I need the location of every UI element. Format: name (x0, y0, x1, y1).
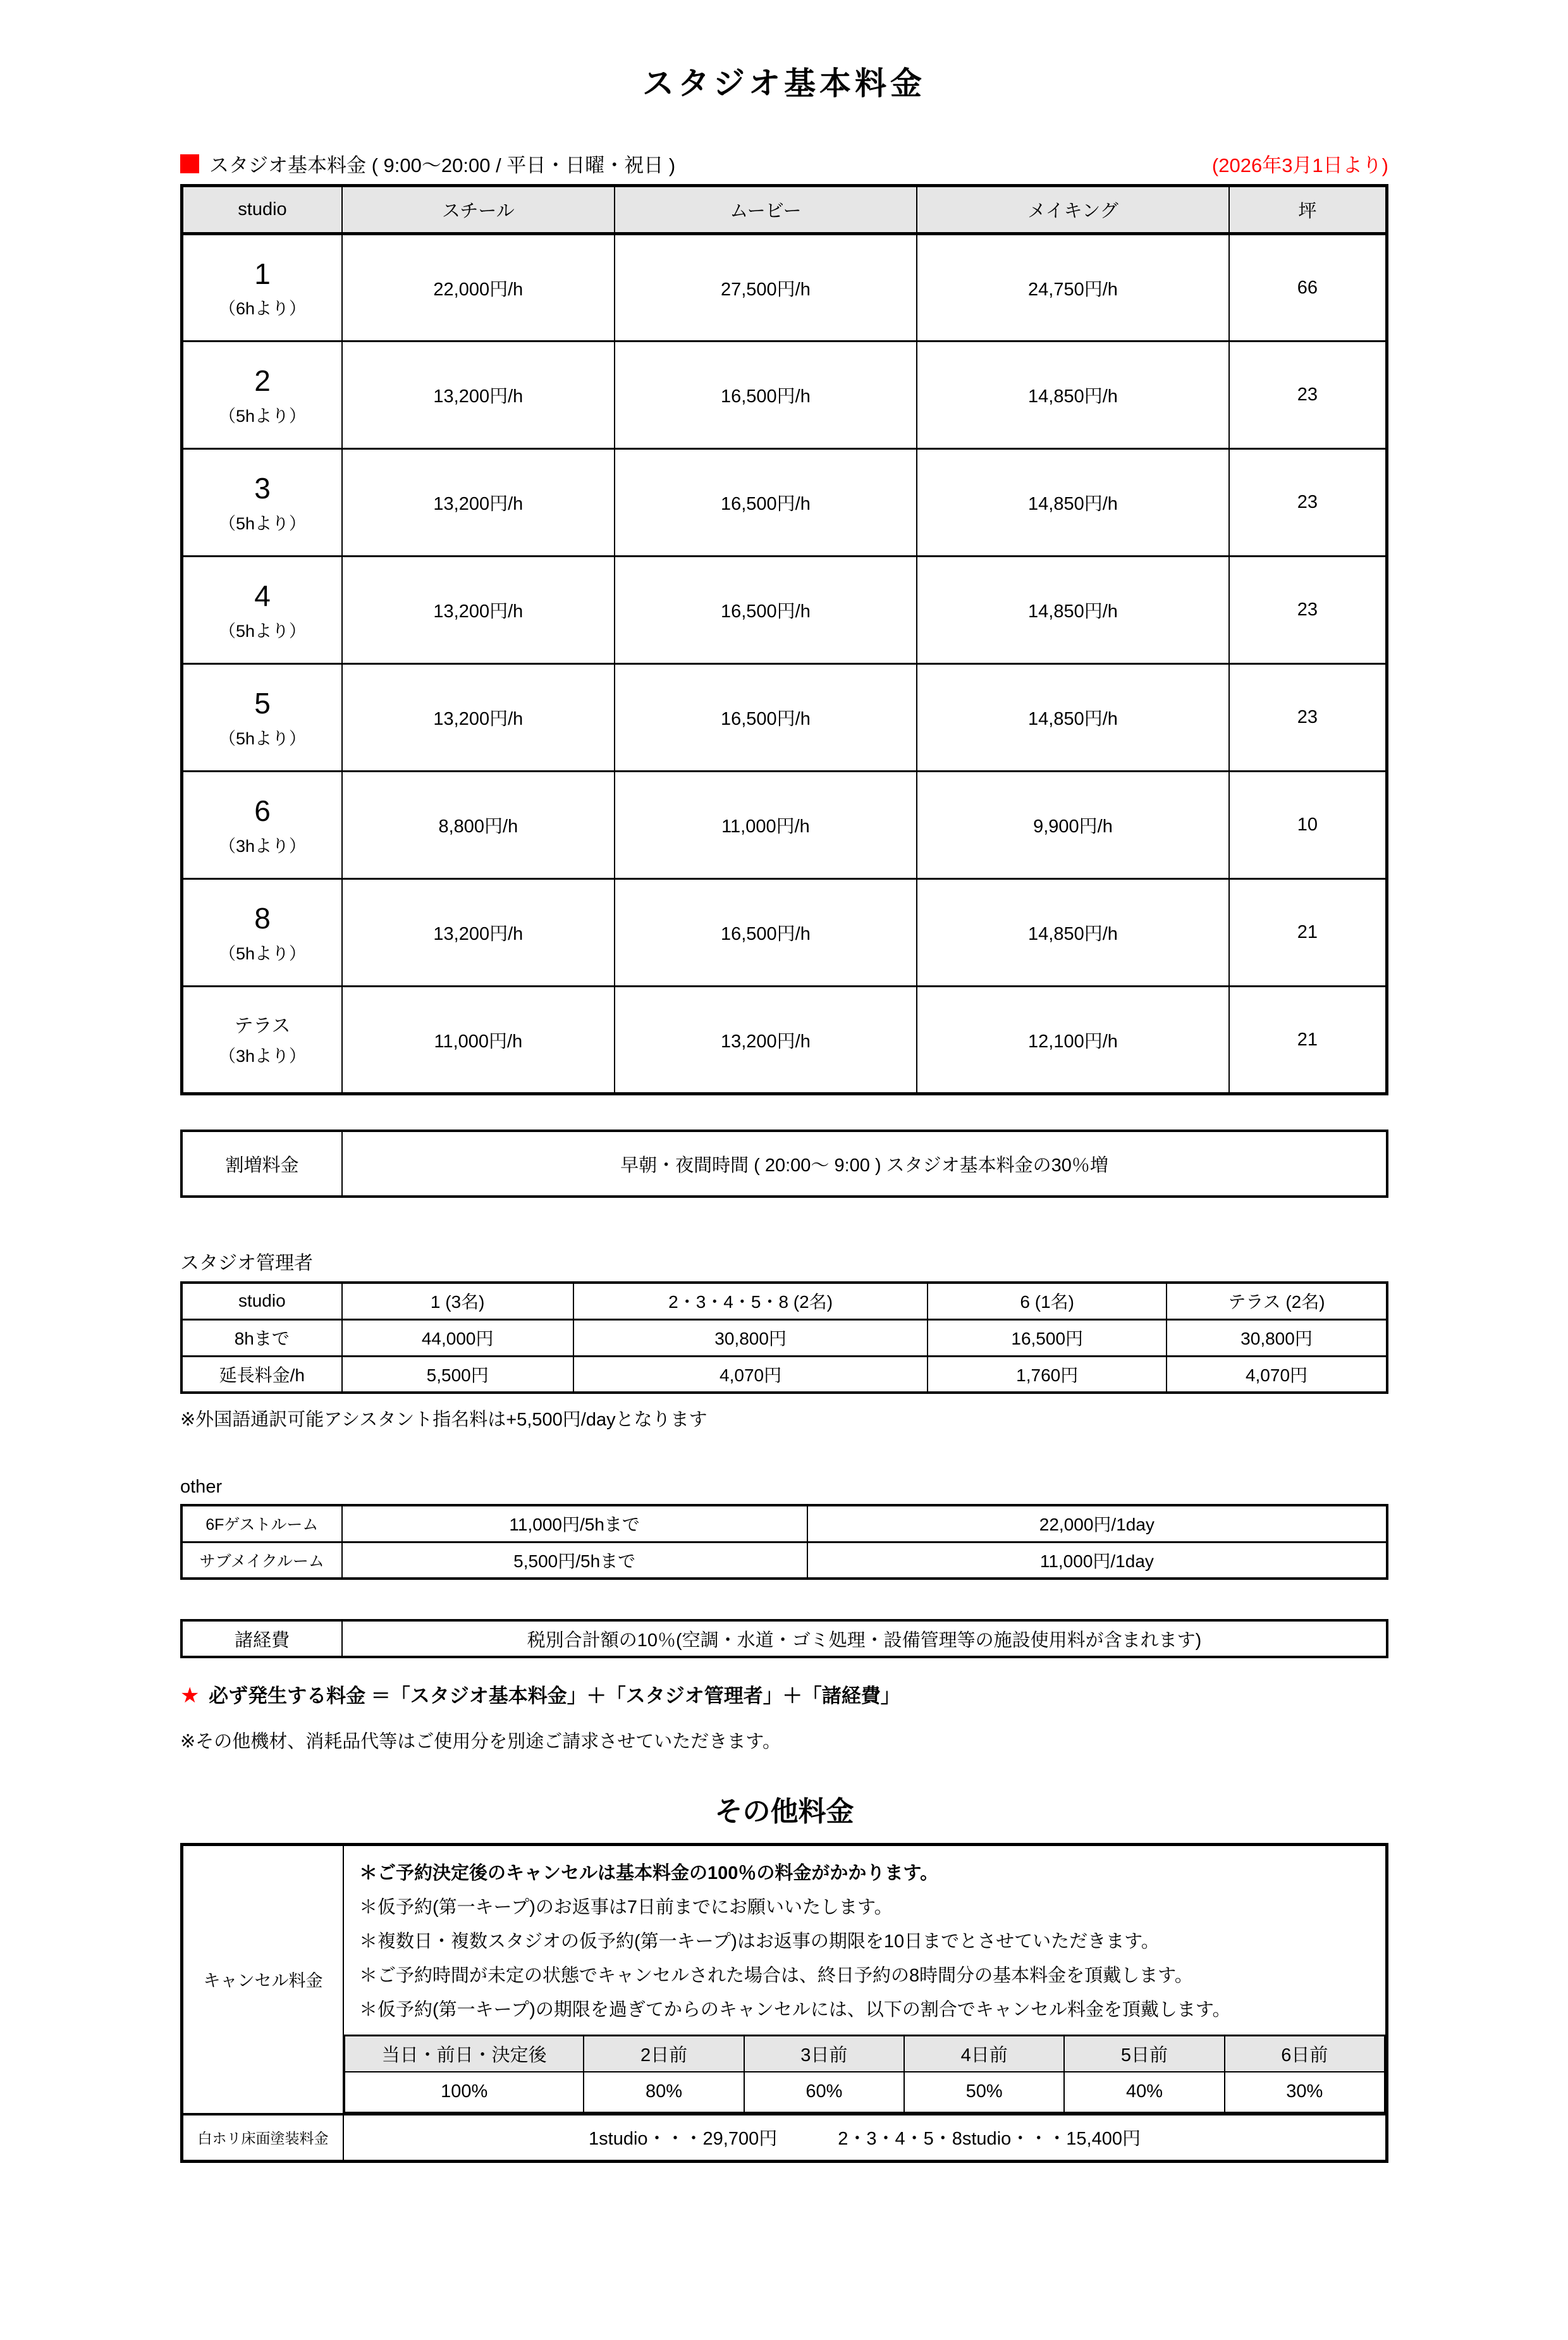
cancel-period: 5日前 (1064, 2036, 1224, 2072)
tsubo-value: 23 (1229, 664, 1387, 772)
basic-rate-heading (180, 149, 675, 178)
price-making: 14,850円/h (917, 879, 1229, 987)
table-row-studio-8 (182, 879, 1387, 987)
other-fees-title: その他料金 (714, 1796, 854, 1827)
table-row-studio-3 (182, 449, 1387, 557)
studio-min-hours: （5hより） (218, 406, 307, 426)
cancel-rate: 50% (904, 2072, 1064, 2112)
basic-rate-heading-bar (180, 149, 1388, 178)
table-row-studio-1 (182, 234, 1387, 342)
price-making: 14,850円/h (917, 449, 1229, 557)
price-movie: 13,200円/h (615, 987, 917, 1094)
other-section-label: other (180, 1477, 223, 1497)
red-square-bullet-icon (180, 154, 199, 173)
manager-row-8h (181, 1319, 1387, 1356)
manager-col-1: 1 (3名) (342, 1283, 573, 1319)
price-movie: 16,500円/h (615, 342, 917, 449)
col-header-making: メイキング (917, 186, 1229, 234)
manager-col-6: 6 (1名) (928, 1283, 1167, 1319)
studio-number: 3 (254, 472, 271, 505)
other-room-5h-price: 11,000円/5hまで (342, 1505, 807, 1542)
cancel-note: ＊複数日・複数スタジオの仮予約(第一キープ)はお返事の期限を10日までとさせていただきます。 (359, 1931, 1160, 1952)
price-still: 11,000円/h (342, 987, 615, 1094)
price-making: 12,100円/h (917, 987, 1229, 1094)
other-rooms-table (180, 1504, 1388, 1580)
tsubo-value: 10 (1229, 772, 1387, 879)
price-making: 14,850円/h (917, 664, 1229, 772)
other-room-label: 6Fゲストルーム (181, 1505, 342, 1542)
cancel-period: 4日前 (904, 2036, 1064, 2072)
cancel-rate: 100% (345, 2072, 584, 2112)
manager-col-2345-8: 2・3・4・5・8 (2名) (573, 1283, 928, 1319)
effective-date: (2026年3月1日より) (1211, 154, 1388, 176)
studio-min-hours: （6hより） (218, 299, 307, 319)
cancel-schedule-table (344, 2035, 1385, 2113)
expenses-label: 諸経費 (181, 1620, 342, 1657)
surcharge-label: 割増料金 (181, 1131, 342, 1197)
cancel-note: ＊ご予約時間が未定の状態でキャンセルされた場合は、終日予約の8時間分の基本料金を頂戴します。 (359, 1966, 1193, 1986)
manager-fee: 4,070円 (573, 1356, 928, 1393)
cancel-period: 6日前 (1225, 2036, 1385, 2072)
studio-number: テラス (234, 1015, 291, 1037)
basic-rate-heading-label: スタジオ基本料金 ( 9:00～20:00 / 平日・日曜・祝日 ) (209, 154, 676, 176)
cancel-schedule-value-row (345, 2072, 1385, 2112)
cancel-period: 3日前 (744, 2036, 904, 2072)
cancel-notes (344, 1846, 1385, 2035)
other-room-day-price: 11,000円/1day (807, 1542, 1387, 1579)
floor-paint-price-1studio: 1studio・・・29,700円 (589, 2129, 778, 2149)
other-room-day-price: 22,000円/1day (807, 1505, 1387, 1542)
surcharge-table (180, 1130, 1388, 1198)
price-movie: 16,500円/h (615, 664, 917, 772)
studio-min-hours: （5hより） (218, 944, 307, 963)
col-header-studio: studio (182, 186, 342, 234)
manager-fee: 16,500円 (928, 1319, 1167, 1356)
other-room-5h-price: 5,500円/5hまで (342, 1542, 807, 1579)
surcharge-row (181, 1131, 1387, 1197)
manager-row-label: 延長料金/h (181, 1356, 342, 1393)
studio-number: 1 (254, 257, 271, 290)
expenses-text: 税別合計額の10％(空調・水道・ゴミ処理・設備管理等の施設使用料が含まれます) (527, 1630, 1202, 1651)
table-row-studio-terrace (182, 987, 1387, 1094)
price-still: 22,000円/h (342, 234, 615, 342)
cancel-period: 2日前 (584, 2036, 744, 2072)
cancel-rate: 30% (1225, 2072, 1385, 2112)
tsubo-value: 21 (1229, 879, 1387, 987)
manager-header-row (181, 1283, 1387, 1319)
required-fee-text: 必ず発生する料金 ＝「スタジオ基本料金」＋「スタジオ管理者」＋「諸経費」 (209, 1685, 900, 1707)
cancel-rate: 80% (584, 2072, 744, 2112)
manager-fee: 30,800円 (573, 1319, 928, 1356)
price-making: 14,850円/h (917, 557, 1229, 664)
price-making: 14,850円/h (917, 342, 1229, 449)
table-row-studio-6 (182, 772, 1387, 879)
tsubo-value: 23 (1229, 557, 1387, 664)
cancel-note: ＊仮予約(第一キープ)の期限を過ぎてからのキャンセルには、以下の割合でキャンセル料金を頂戴します。 (359, 2000, 1231, 2020)
price-still: 13,200円/h (342, 664, 615, 772)
manager-row-extension (181, 1356, 1387, 1393)
manager-fee: 5,500円 (342, 1356, 573, 1393)
price-movie: 16,500円/h (615, 879, 917, 987)
price-movie: 16,500円/h (615, 449, 917, 557)
manager-fee: 30,800円 (1167, 1319, 1387, 1356)
studio-min-hours: （3hより） (218, 836, 307, 856)
table-row-studio-2 (182, 342, 1387, 449)
cancel-fee-label: キャンセル料金 (183, 1846, 344, 2113)
cancel-fee-row (183, 1846, 1385, 2113)
red-star-icon: ★ (180, 1684, 200, 1708)
price-making: 9,900円/h (917, 772, 1229, 879)
other-row-guest-room (181, 1505, 1387, 1542)
required-fee-line (180, 1680, 1388, 1708)
other-room-label: サブメイクルーム (181, 1542, 342, 1579)
basic-rate-header-row (182, 186, 1387, 234)
col-header-tsubo: 坪 (1229, 186, 1387, 234)
studio-min-hours: （3hより） (218, 1046, 307, 1066)
cancel-note: ＊ご予約決定後のキャンセルは基本料金の100％の料金がかかります。 (359, 1863, 939, 1883)
manager-fee: 44,000円 (342, 1319, 573, 1356)
studio-min-hours: （5hより） (218, 621, 307, 641)
tsubo-value: 21 (1229, 987, 1387, 1094)
cancel-rate: 60% (744, 2072, 904, 2112)
table-row-studio-4 (182, 557, 1387, 664)
interpreter-note: ※外国語通訳可能アシスタント指名料は+5,500円/dayとなります (180, 1410, 707, 1430)
studio-min-hours: （5hより） (218, 729, 307, 748)
floor-paint-row (183, 2113, 1385, 2160)
expenses-row (181, 1620, 1387, 1657)
tsubo-value: 23 (1229, 342, 1387, 449)
misc-billing-note: ※その他機材、消耗品代等はご使用分を別途ご請求させていただきます。 (180, 1732, 781, 1752)
cancel-period: 当日・前日・決定後 (345, 2036, 584, 2072)
studio-number: 5 (254, 687, 271, 720)
tsubo-value: 23 (1229, 449, 1387, 557)
floor-paint-price-other-studios: 2・3・4・5・8studio・・・15,400円 (838, 2129, 1141, 2149)
price-still: 13,200円/h (342, 557, 615, 664)
studio-number: 8 (254, 902, 271, 935)
manager-fee: 4,070円 (1167, 1356, 1387, 1393)
manager-col-studio: studio (181, 1283, 342, 1319)
manager-fee: 1,760円 (928, 1356, 1167, 1393)
price-still: 13,200円/h (342, 879, 615, 987)
manager-row-label: 8hまで (181, 1319, 342, 1356)
studio-number: 6 (254, 794, 271, 828)
manager-table (180, 1281, 1388, 1394)
price-movie: 11,000円/h (615, 772, 917, 879)
price-still: 13,200円/h (342, 449, 615, 557)
page-title: スタジオ基本料金 (642, 66, 926, 101)
col-header-movie: ムービー (615, 186, 917, 234)
document-content (180, 149, 1388, 2163)
studio-min-hours: （5hより） (218, 514, 307, 533)
price-movie: 27,500円/h (615, 234, 917, 342)
other-row-sub-makeup-room (181, 1542, 1387, 1579)
price-making: 24,750円/h (917, 234, 1229, 342)
manager-section-label: スタジオ管理者 (180, 1253, 313, 1274)
tsubo-value: 66 (1229, 234, 1387, 342)
basic-rate-table (180, 184, 1388, 1095)
floor-paint-label: 白ホリ床面塗装料金 (183, 2115, 344, 2160)
table-row-studio-5 (182, 664, 1387, 772)
price-still: 13,200円/h (342, 342, 615, 449)
price-movie: 16,500円/h (615, 557, 917, 664)
cancel-note: ＊仮予約(第一キープ)のお返事は7日前までにお願いいたします。 (359, 1897, 893, 1918)
surcharge-text: 早朝・夜間時間 ( 20:00～ 9:00 ) スタジオ基本料金の30％増 (620, 1155, 1108, 1176)
studio-number: 2 (254, 364, 271, 398)
col-header-still: スチール (342, 186, 615, 234)
studio-number: 4 (254, 579, 271, 613)
manager-col-terrace: テラス (2名) (1167, 1283, 1387, 1319)
cancel-schedule-header-row (345, 2036, 1385, 2072)
cancel-rate: 40% (1064, 2072, 1224, 2112)
cancel-fee-table (180, 1843, 1388, 2163)
price-still: 8,800円/h (342, 772, 615, 879)
expenses-table (180, 1619, 1388, 1658)
